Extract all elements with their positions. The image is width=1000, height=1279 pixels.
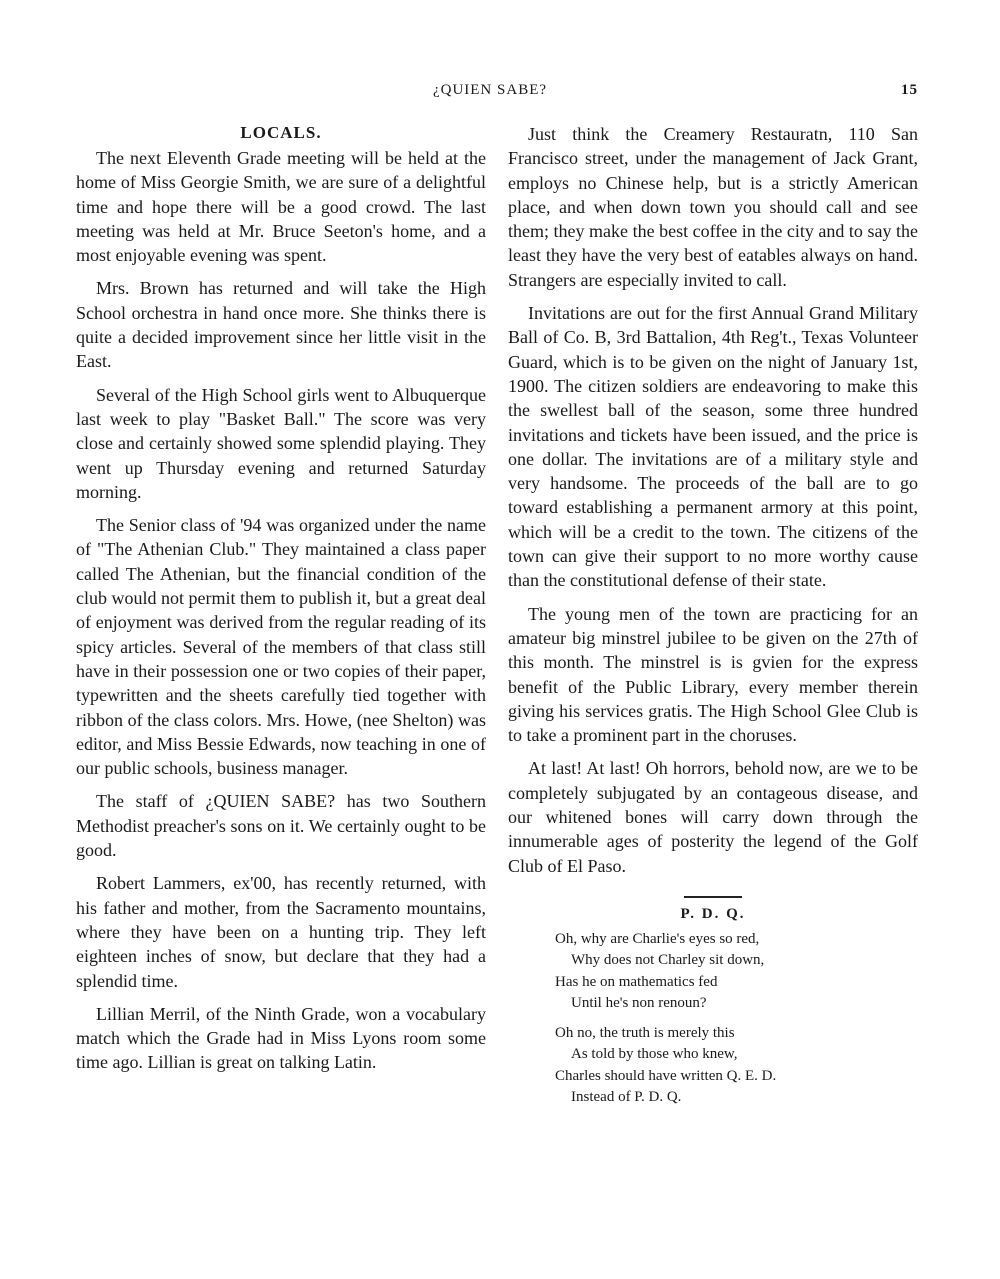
poem-stanza (555, 929, 918, 1015)
poem-line: Oh, why are Charlie's eyes so red, (555, 930, 760, 947)
poem-line: Has he on mathematics fed (555, 973, 718, 990)
news-item: The Senior class of '94 was organized under the name of "The Athenian Club." They maintained a class paper called The Athenian, but the financial condition of the club would not permit them to publish it, but a great deal of enjoyment was derived from the regular reading of its spicy articles. Several of the members of that class still have in their possession one or two copies of their paper, typewritten and the sheets carefully tied together with ribbon of the class colors. Mrs. Howe, (nee Shelton) was editor, and Miss Bessie Edwards, now teaching in one of our public schools, business manager. (76, 515, 486, 779)
poem-line: Oh no, the truth is merely this (555, 1024, 735, 1041)
news-item: The young men of the town are practicing for an amateur big minstrel jubilee to be given on the 27th of this month. The minstrel is is gvien for the express benefit of the Public Library, every member therein giving his services gratis. The High School Glee Club is to take a prominent part in the choruses. (508, 603, 918, 746)
page-number: 15 (901, 82, 918, 98)
news-item: Just think the Creamery Restauratn, 110 San Francisco street, under the management of Jack Grant, employs no Chinese help, but is a strictly American place, and when down town you should call and see them; they make the best coffee in the city and to say the least they have the very best of eatables always on hand. Strangers are especially invited to call. (508, 124, 918, 290)
right-column (508, 122, 918, 1117)
poem-line: As told by those who knew, (571, 1046, 738, 1063)
poem-line: Until he's non renoun? (571, 995, 707, 1012)
news-item: Invitations are out for the first Annual Grand Military Ball of Co. B, 3rd Battalion, 4th Reg't., Texas Volunteer Guard, which is to be given on the night of January 1st, 1900. The citizen soldiers are endeavoring to make this the swellest ball of the season, some three hundred invitations and tickets have been issued, and the price is one dollar. The invitations are of a military style and very handsome. The proceeds of the ball are to go toward establishing a permanent armory at this point, which will be a credit to the town. The citizens of the town can give their support to no more worthy cause than the constitutional defense of their state. (508, 303, 918, 591)
running-header (0, 82, 1000, 106)
news-item: The staff of ¿QUIEN SABE? has two Southern Methodist preacher's sons on it. We certainly ought to be good. (76, 791, 486, 861)
news-item: Robert Lammers, ex'00, has recently returned, with his father and mother, from the Sacramento mountains, where they have been on a hunting trip. They left eighteen inches of snow, but declare that they had a splendid time. (76, 873, 486, 991)
section-divider (684, 896, 742, 898)
poem-title: P. D. Q. (680, 905, 746, 922)
news-item: Several of the High School girls went to Albuquerque last week to play "Basket Ball." The score was very close and certainly showed some splendid playing. They went up Thursday evening and returned Saturday morning. (76, 384, 486, 502)
poem-line: Why does not Charley sit down, (571, 952, 765, 969)
section-title: LOCALS. (240, 123, 322, 142)
poem-stanza (555, 1023, 918, 1109)
running-title: ¿QUIEN SABE? (432, 82, 548, 98)
news-item: The next Eleventh Grade meeting will be held at the home of Miss Georgie Smith, we are sure of a delightful time and hope there will be a good crowd. The last meeting was held at Mr. Bruce Seeton's home, and a most enjoyable evening was spent. (76, 148, 486, 266)
news-item: Lillian Merril, of the Ninth Grade, won a vocabulary match which the Grade had in Miss Lyons room some time ago. Lillian is great on talking Latin. (76, 1003, 486, 1073)
left-column (76, 122, 486, 1084)
poem-line: Charles should have written Q. E. D. (555, 1067, 777, 1084)
news-item: At last! At last! Oh horrors, behold now, are we to be completely subjugated by an contageous disease, and our whitened bones will carry down through the innumerable ages of posterity the legend of the Golf Club of El Paso. (508, 758, 918, 876)
news-item: Mrs. Brown has returned and will take the High School orchestra in hand once more. She thinks there is quite a decided improvement since her little visit in the East. (76, 278, 486, 372)
poem-line: Instead of P. D. Q. (571, 1089, 682, 1106)
